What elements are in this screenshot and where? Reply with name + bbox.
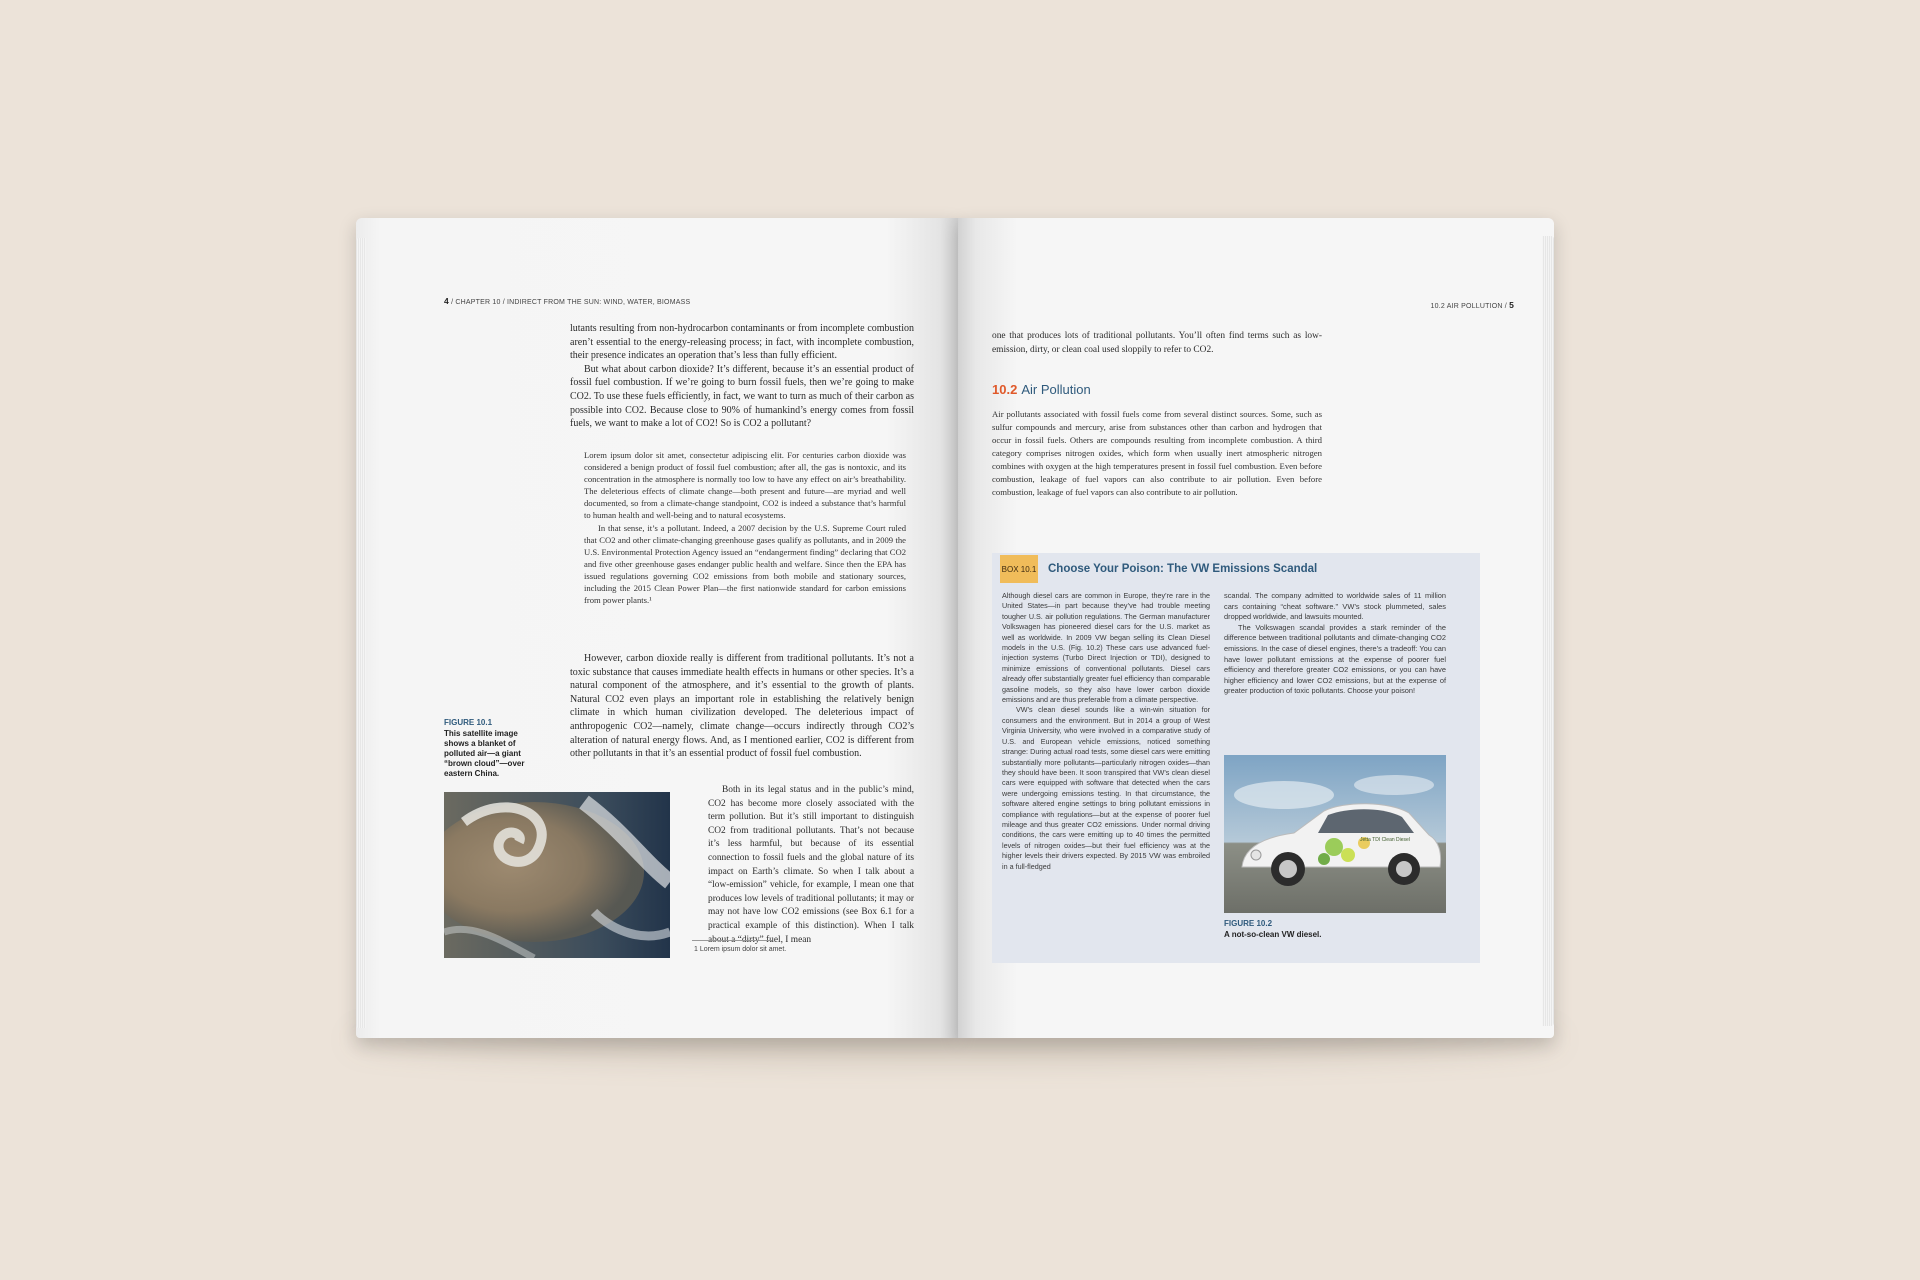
left-para-4: Both in its legal status and in the public’s mind, CO2 has become more closely associated with the term pollution. But it’s still important to distinguish CO2 from traditional pollutants. That’s not because it’s less harmful, but because of its essential connection to fossil fuels and the global nature of its impact on Earth’s climate. So when I talk about a “low-emission” vehicle, for example, I mean one that produces low levels of traditional pollutants; it may or may not have low CO2 emissions (see Box 6.1 for a practical example of this distinction). When I talk about a “dirty” fuel, I mean — [708, 785, 914, 945]
extract-block — [584, 450, 906, 607]
right-running-head — [1431, 300, 1514, 310]
left-page-number: 4 — [444, 296, 449, 306]
figure-10-1-label: FIGURE 10.1 — [444, 718, 493, 727]
right-page — [958, 218, 1554, 1038]
figure-10-2-label: FIGURE 10.2 — [1224, 919, 1273, 928]
left-para-3-block — [570, 652, 914, 761]
extract-para-2: In that sense, it’s a pollutant. Indeed, a 2007 decision by the U.S. Supreme Court ruled that CO2 and other climate-changing greenhouse gases qualify as pollutants, and in 2009 the U.S. Environmental Protection Agency issued an “endangerment finding” declaring that CO2 and five other greenhouse gases endanger public health and welfare. Since then the EPA has issued regulations governing CO2 emissions from both mobile and stationary sources, including the 2015 Clean Power Plan—the first nationwide standard for carbon emissions from power plants.¹ — [584, 523, 906, 605]
box-col2-para-2: The Volkswagen scandal provides a stark reminder of the difference between traditional pollutants and climate-changing CO2 emissions. In the case of diesel engines, there’s a tradeoff: You can have lower pollutant emissions at the expense of poorer fuel efficiency and therefore greater CO2 emissions, or you can have higher efficiency and lower CO2 emissions, but at the expense of greater production of toxic pollutants. Choose your poison! — [1224, 622, 1446, 696]
left-running-head — [444, 296, 690, 306]
left-para-4-block — [708, 784, 914, 947]
box-10-1 — [992, 553, 1480, 963]
chapter-title: / CHAPTER 10 / INDIRECT FROM THE SUN: WIND, WATER, BIOMASS — [451, 299, 691, 306]
figure-10-1-caption — [444, 718, 540, 779]
extract-para-1: Lorem ipsum dolor sit amet, consectetur adipiscing elit. For centuries carbon dioxide was considered a benign product of fossil fuel combustion; after all, the gas is nontoxic, and its concentration in the atmosphere is normally too low to have any effect on air’s breathability. The deleterious effects of climate change—both present and future—are myriad and well documented, so from a climate-change standpoint, CO2 is indeed a substance that’s harmful to human health and well-being and to natural ecosystems. — [584, 450, 906, 520]
satellite-image — [444, 792, 670, 958]
left-para-3: However, carbon dioxide really is different from traditional pollutants. It’s not a toxic substance that causes immediate health effects in humans or other species. It’s a natural component of the atmosphere, and it’s essential to the growth of plants. Natural CO2 even plays an important role in establishing the relatively benign climate in which human civilization developed. The deleterious impact of anthropogenic CO2—namely, climate change—occurs indirectly through CO2’s alteration of natural energy flows. And, as I mentioned earlier, CO2 is different from other pollutants in that it’s an essential product of fossil fuel combustion. — [570, 653, 914, 760]
section-heading — [992, 382, 1091, 397]
box-col1-para-1: Although diesel cars are common in Europe, they’re rare in the United States—in part because they’ve had trouble meeting tougher U.S. air pollution regulations. The German manufacturer Volkswagen has pioneered diesel cars for the U.S. market as well as worldwide. In 2009 VW began selling its Clean Diesel models in the U.S. (Fig. 10.2) These cars use advanced fuel-injection systems (Turbo Direct Injection or TDI), designed to minimize emissions of conventional pollutants. Diesel cars already offer substantially greater fuel efficiency than comparable gasoline models, so they also have lower carbon dioxide emissions and are thus preferable from a climate perspective. — [1002, 591, 1210, 705]
car-side-text: Jetta TDI Clean Diesel — [1360, 837, 1410, 843]
left-page — [356, 218, 958, 1038]
right-para-1-block — [992, 330, 1322, 357]
box-column-2 — [1224, 591, 1446, 697]
figure-10-2-text: A not-so-clean VW diesel. — [1224, 930, 1322, 939]
left-main-column — [570, 322, 914, 431]
left-para-2: But what about carbon dioxide? It’s different, because it’s an essential product of fossil fuel combustion. If we’re going to burn fossil fuels, then we’re going to make CO2. To use these fuels efficiently, in fact, we want to turn as much of their carbon as possible into CO2. Because close to 90% of humankind’s energy comes from fossil fuels, we want to make a lot of CO2! So is CO2 a pollutant? — [570, 363, 914, 430]
open-book — [348, 218, 1564, 1050]
footnote: 1 Lorem ipsum dolor sit amet. — [694, 946, 787, 953]
right-para-2-block — [992, 408, 1322, 499]
figure-10-2-caption — [1224, 919, 1446, 940]
left-page-edge — [356, 238, 366, 1028]
footnote-rule — [692, 940, 772, 941]
section-running-title: 10.2 AIR POLLUTION / — [1430, 303, 1507, 310]
box-tag: BOX 10.1 — [1000, 555, 1038, 583]
section-number: 10.2 — [992, 382, 1018, 397]
figure-10-1-text: This satellite image shows a blanket of polluted air—a giant “brown cloud”—over eastern China. — [444, 729, 525, 778]
box-col2-para-1: scandal. The company admitted to worldwide sales of 11 million cars containing “cheat software.” VW’s stock plummeted, sales dropped worldwide, and lawsuits mounted. — [1224, 591, 1446, 622]
box-column-1 — [1002, 591, 1210, 872]
right-para-1: one that produces lots of traditional pollutants. You’ll often find terms such as low-emission, dirty, or clean coal used sloppily to refer to CO2. — [992, 331, 1322, 355]
right-page-edge — [1542, 236, 1554, 1026]
vw-car-photo — [1224, 755, 1446, 913]
box-col1-para-2: VW’s clean diesel sounds like a win-win situation for consumers and the environment. But in 2014 a group of West Virginia University, who were involved in a comparative study of U.S. and European vehicle emissions, noticed something strange: During actual road tests, some diesel cars were emitting substantially more pollutants—particularly nitrogen oxides—than they should have been. It soon transpired that VW’s clean diesel cars were equipped with software that detected when the cars were undergoing emissions testing. In that circumstance, the software altered engine settings to bring pollutant emissions in compliance with regulations—but at the expense of poorer fuel mileage and thus greater CO2 emissions. Under normal driving conditions, the cars were emitting up to 40 times the permitted levels of nitrogen oxides—but their fuel efficiency was at the higher levels their drivers expected. By 2015 VW was embroiled in a full-fledged — [1002, 705, 1210, 871]
right-page-number: 5 — [1509, 300, 1514, 310]
box-title: Choose Your Poison: The VW Emissions Scandal — [1048, 563, 1318, 575]
section-title: Air Pollution — [1021, 382, 1091, 397]
right-para-2: Air pollutants associated with fossil fuels come from several distinct sources. Some, such as sulfur compounds and mercury, arise from substances other than carbon and hydrogen that occur in fossil fuels. Others are compounds resulting from incomplete combustion. A third category comprises nitrogen oxides, which form when usually inert atmospheric nitrogen combines with oxygen at the high temperatures present in fossil fuel combustion. Even before combustion, leakage of fuel vapors can also contribute to air pollution. Even before combustion, leakage of fuel vapors can also contribute to air pollution. — [992, 409, 1322, 497]
left-para-1: lutants resulting from non-hydrocarbon contaminants or from incomplete combustion aren’t essential to the energy-releasing process; in fact, with incomplete combustion, their presence indicates an operation that’s less than fully efficient. — [570, 323, 914, 362]
